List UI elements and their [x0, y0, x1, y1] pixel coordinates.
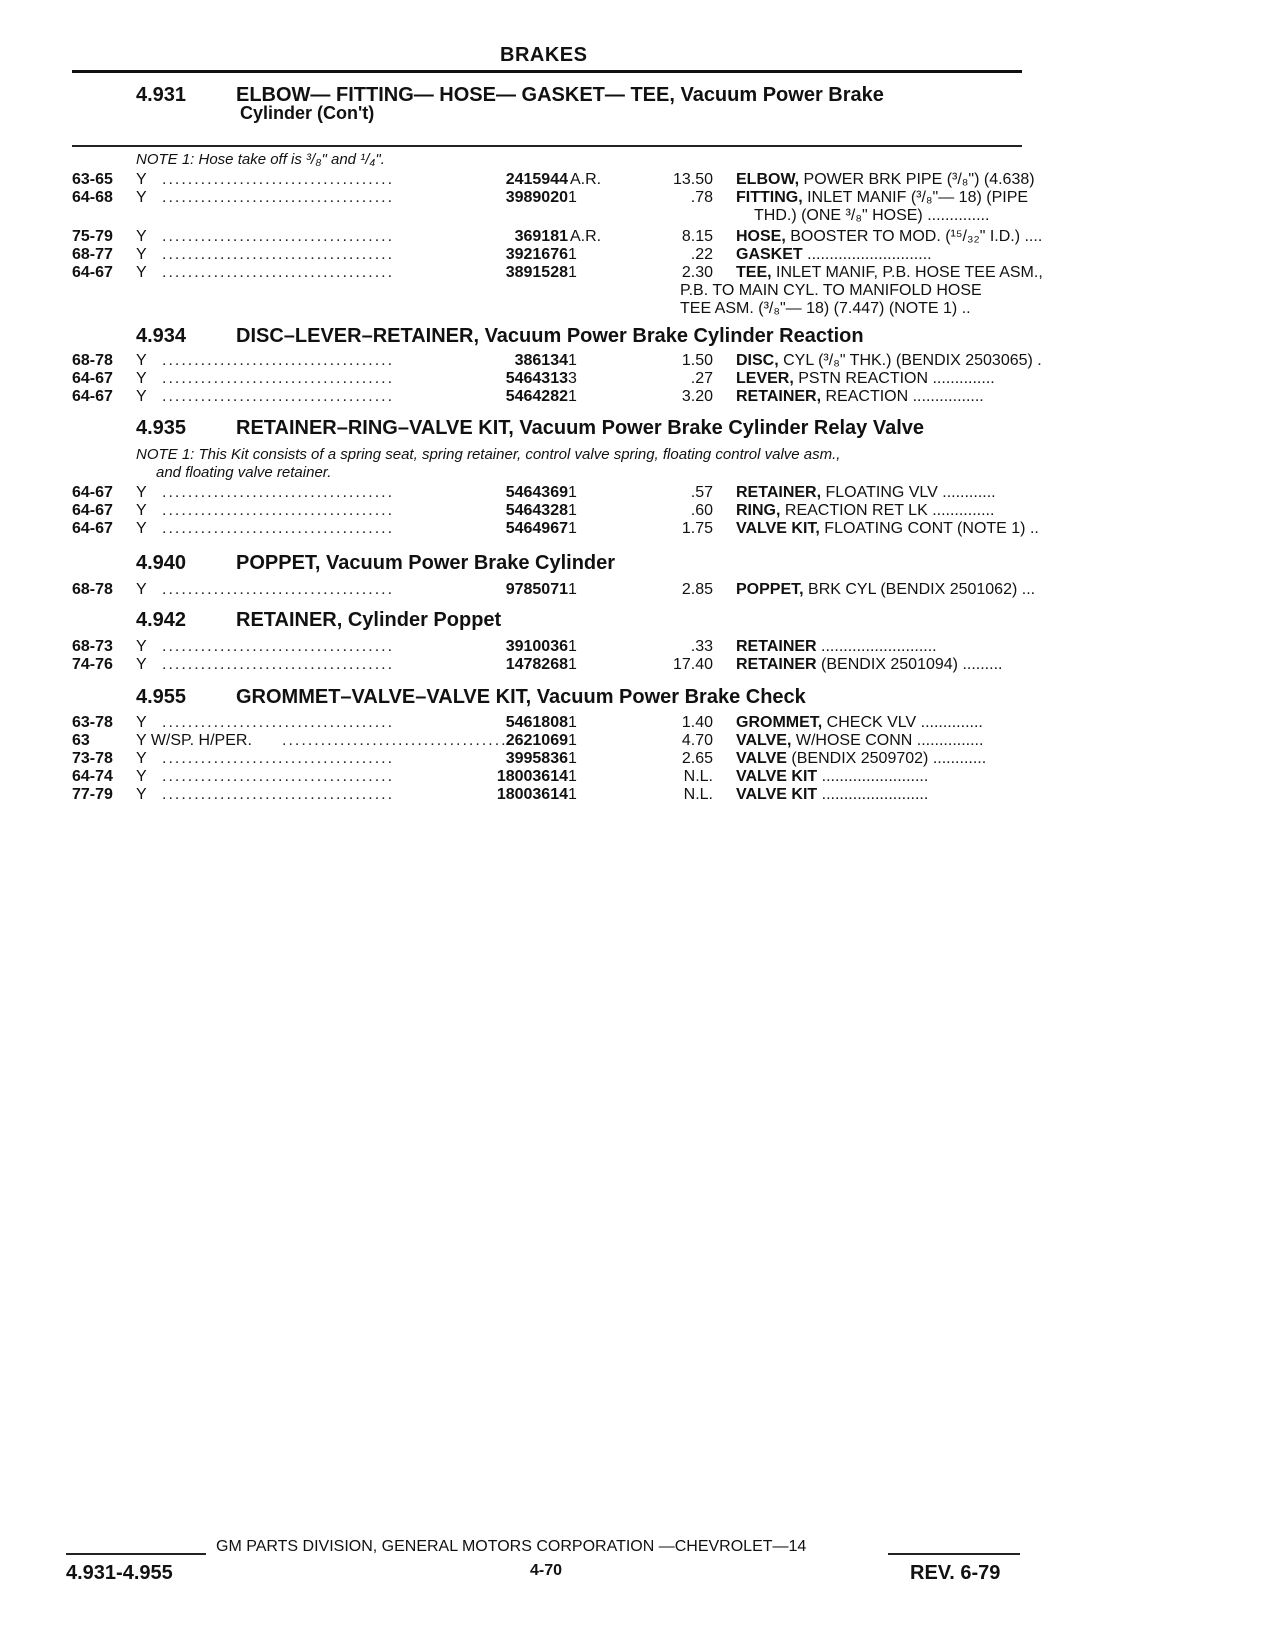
row-years: 64-67 [72, 370, 113, 387]
row-description: VALVE, W/HOSE CONN ............... [736, 732, 984, 749]
row-leader-dots: .................................... [162, 714, 395, 731]
row-leader-dots: .................................... [162, 768, 395, 785]
row-part-number: 5464282 [505, 388, 568, 405]
part-row [72, 714, 1024, 732]
row-model: Y [136, 656, 147, 673]
row-quantity: 1 [568, 352, 577, 369]
row-description: HOSE, BOOSTER TO MOD. (¹⁵/₃₂" I.D.) .... [736, 228, 1043, 245]
row-price: 13.50 [672, 171, 713, 188]
part-row [72, 520, 1039, 538]
row-quantity: A.R. [570, 171, 602, 188]
row-part-number: 2415944 [505, 171, 568, 188]
section-title: DISC–LEVER–RETAINER, Vacuum Power Brake Cylinder Reaction [236, 325, 864, 347]
row-years: 64-74 [72, 768, 113, 785]
row-price: 2.30 [681, 264, 713, 281]
row-years: 63 [72, 732, 90, 749]
row-model: Y [136, 352, 147, 369]
row-years: 64-67 [72, 502, 113, 519]
part-row [72, 732, 1024, 750]
row-model: Y [136, 520, 147, 537]
row-quantity: 1 [568, 732, 577, 749]
footer-rule-left [66, 1553, 206, 1555]
row-part-number: 5464328 [505, 502, 568, 519]
row-model: Y [136, 370, 147, 387]
row-years: 75-79 [72, 228, 113, 245]
section-title: POPPET, Vacuum Power Brake Cylinder [236, 552, 616, 574]
section-title: RETAINER–RING–VALVE KIT, Vacuum Power Brake Cylinder Relay Valve [236, 417, 925, 439]
row-years: 63-65 [72, 171, 113, 188]
row-part-number: 3910036 [505, 638, 568, 655]
part-row [72, 786, 1024, 804]
row-model: Y [136, 388, 147, 405]
row-model: Y [136, 714, 147, 731]
row-description: VALVE KIT, FLOATING CONT (NOTE 1) .. [736, 520, 1039, 537]
row-part-number: 1478268 [505, 656, 568, 673]
row-quantity: 1 [568, 264, 577, 281]
row-part-number: 5464967 [505, 520, 568, 537]
row-part-number: 3921676 [505, 246, 568, 263]
row-leader-dots: .................................... [162, 370, 395, 387]
row-part-number: 18003614 [496, 786, 568, 803]
section-number: 4.934 [136, 325, 187, 347]
row-price: 2.85 [681, 581, 713, 598]
row-price: 17.40 [672, 656, 713, 673]
row-description: VALVE KIT ........................ [736, 786, 929, 803]
row-quantity: 1 [568, 714, 577, 731]
row-leader-dots: .................................... [162, 502, 395, 519]
part-row [72, 484, 1024, 502]
row-part-number: 2621069 [505, 732, 568, 749]
row-description: GASKET ............................ [736, 246, 932, 263]
section-number: 4.935 [136, 417, 187, 439]
row-description-continued: THD.) (ONE ³/₈" HOSE) .............. [754, 207, 990, 224]
section-number: 4.942 [136, 609, 187, 631]
row-years: 68-78 [72, 352, 113, 369]
row-quantity: 1 [568, 502, 577, 519]
row-description: GROMMET, CHECK VLV .............. [736, 714, 983, 731]
row-years: 64-67 [72, 484, 113, 501]
row-description: LEVER, PSTN REACTION .............. [736, 370, 995, 387]
row-part-number: 369181 [514, 228, 568, 245]
part-row [72, 246, 1024, 264]
row-quantity: 1 [568, 520, 577, 537]
row-years: 64-68 [72, 189, 113, 206]
row-price: .57 [690, 484, 713, 501]
section-number: 4.955 [136, 686, 187, 708]
part-row [72, 352, 1042, 370]
part-row [72, 656, 1024, 674]
row-years: 73-78 [72, 750, 113, 767]
row-price: .27 [690, 370, 713, 387]
row-price: 1.50 [681, 352, 713, 369]
section-title-continued: Cylinder (Con't) [240, 103, 375, 123]
row-leader-dots: .................................... [162, 484, 395, 501]
row-leader-dots: .................................... [162, 520, 395, 537]
row-leader-dots: .................................... [162, 352, 395, 369]
row-part-number: 3995836 [505, 750, 568, 767]
part-row [72, 189, 1029, 207]
row-quantity: 1 [568, 189, 577, 206]
row-description: RETAINER, REACTION ................ [736, 388, 984, 405]
row-years: 68-77 [72, 246, 113, 263]
row-price: .33 [690, 638, 713, 655]
row-years: 74-76 [72, 656, 113, 673]
part-row [72, 388, 1024, 406]
row-quantity: 1 [568, 388, 577, 405]
row-leader-dots: .................................... [162, 264, 395, 281]
row-leader-dots: .................................... [162, 638, 395, 655]
row-years: 68-73 [72, 638, 113, 655]
row-model: Y [136, 502, 147, 519]
row-quantity: 1 [568, 750, 577, 767]
footer-revision: REV. 6-79 [910, 1562, 1001, 1584]
row-part-number: 3891528 [505, 264, 568, 281]
row-leader-dots: .................................... [282, 732, 515, 749]
row-leader-dots: .................................... [162, 189, 395, 206]
row-years: 63-78 [72, 714, 113, 731]
row-price: 4.70 [681, 732, 713, 749]
row-description: ELBOW, POWER BRK PIPE (³/₈") (4.638) [736, 171, 1035, 188]
row-description: VALVE KIT ........................ [736, 768, 929, 785]
footer-publisher: GM PARTS DIVISION, GENERAL MOTORS CORPORATION —CHEVROLET—14 [216, 1538, 807, 1555]
row-part-number: 9785071 [505, 581, 568, 598]
row-price: .78 [690, 189, 713, 206]
row-price: 1.40 [681, 714, 713, 731]
row-quantity: 1 [568, 484, 577, 501]
row-description: RETAINER (BENDIX 2501094) ......... [736, 656, 1003, 673]
row-quantity: 1 [568, 768, 577, 785]
row-quantity: 1 [568, 638, 577, 655]
row-leader-dots: .................................... [162, 388, 395, 405]
section-note: NOTE 1: This Kit consists of a spring seat, spring retainer, control valve spring, floating control valve asm., [136, 446, 841, 463]
row-leader-dots: .................................... [162, 228, 395, 245]
footer-section-range: 4.931-4.955 [66, 1562, 173, 1584]
row-model: Y [136, 484, 147, 501]
row-leader-dots: .................................... [162, 246, 395, 263]
row-part-number: 3989020 [505, 189, 568, 206]
footer-page-number: 4-70 [530, 1562, 563, 1579]
row-model: Y [136, 638, 147, 655]
row-model: Y [136, 786, 147, 803]
page-header-title: BRAKES [500, 44, 588, 66]
section-title: ELBOW— FITTING— HOSE— GASKET— TEE, Vacuum Power Brake [236, 84, 884, 106]
row-leader-dots: .................................... [162, 656, 395, 673]
part-row [72, 228, 1043, 246]
part-row [72, 750, 1024, 768]
row-quantity: A.R. [570, 228, 602, 245]
row-leader-dots: .................................... [162, 786, 395, 803]
section-title: GROMMET–VALVE–VALVE KIT, Vacuum Power Brake Check [236, 686, 806, 708]
part-row [72, 638, 1024, 656]
section-rule [72, 145, 1022, 147]
row-quantity: 1 [568, 246, 577, 263]
row-model: Y [136, 768, 147, 785]
row-description: DISC, CYL (³/₈" THK.) (BENDIX 2503065) . [736, 352, 1042, 369]
row-description: VALVE (BENDIX 2509702) ............ [736, 750, 987, 767]
row-quantity: 1 [568, 581, 577, 598]
part-row [72, 768, 1024, 786]
footer-rule-right [888, 1553, 1020, 1555]
row-description: TEE, INLET MANIF, P.B. HOSE TEE ASM., [736, 264, 1043, 281]
row-years: 64-67 [72, 264, 113, 281]
row-description: RETAINER .......................... [736, 638, 937, 655]
row-quantity: 3 [568, 370, 577, 387]
part-row [72, 370, 1024, 388]
row-price: 2.65 [681, 750, 713, 767]
row-model: Y [136, 581, 147, 598]
section-note: NOTE 1: Hose take off is ³/₈" and ¹/₄". [136, 151, 385, 168]
part-row [72, 581, 1036, 599]
row-model: Y [136, 171, 147, 188]
part-row [72, 264, 1043, 282]
row-description: RETAINER, FLOATING VLV ............ [736, 484, 996, 501]
section-number: 4.940 [136, 552, 187, 574]
row-price: N.L. [683, 768, 713, 785]
row-description-continued: P.B. TO MAIN CYL. TO MANIFOLD HOSE [680, 282, 982, 299]
row-leader-dots: .................................... [162, 581, 395, 598]
row-model: Y [136, 264, 147, 281]
row-years: 64-67 [72, 388, 113, 405]
row-part-number: 386134 [514, 352, 568, 369]
row-part-number: 18003614 [496, 768, 568, 785]
row-description: FITTING, INLET MANIF (³/₈"— 18) (PIPE [736, 189, 1029, 206]
header-rule [72, 70, 1022, 73]
row-model: Y [136, 750, 147, 767]
row-model: Y W/SP. H/PER. [136, 732, 252, 749]
row-part-number: 5461808 [505, 714, 568, 731]
row-quantity: 1 [568, 786, 577, 803]
row-years: 68-78 [72, 581, 113, 598]
row-price: N.L. [683, 786, 713, 803]
row-part-number: 5464369 [505, 484, 568, 501]
row-model: Y [136, 246, 147, 263]
row-price: 3.20 [681, 388, 713, 405]
row-price: .60 [690, 502, 713, 519]
section-title: RETAINER, Cylinder Poppet [236, 609, 502, 631]
row-model: Y [136, 189, 147, 206]
row-quantity: 1 [568, 656, 577, 673]
row-part-number: 5464313 [505, 370, 568, 387]
row-price: 1.75 [681, 520, 713, 537]
row-years: 64-67 [72, 520, 113, 537]
row-leader-dots: .................................... [162, 171, 395, 188]
row-description: RING, REACTION RET LK .............. [736, 502, 995, 519]
row-price: 8.15 [681, 228, 713, 245]
row-price: .22 [690, 246, 713, 263]
part-row [72, 502, 1024, 520]
row-model: Y [136, 228, 147, 245]
row-description: POPPET, BRK CYL (BENDIX 2501062) ... [736, 581, 1036, 598]
row-leader-dots: .................................... [162, 750, 395, 767]
section-number: 4.931 [136, 84, 187, 106]
part-row [72, 171, 1035, 189]
row-description-continued: TEE ASM. (³/₈"— 18) (7.447) (NOTE 1) .. [680, 300, 971, 317]
row-years: 77-79 [72, 786, 113, 803]
section-note-continued: and floating valve retainer. [156, 464, 332, 481]
